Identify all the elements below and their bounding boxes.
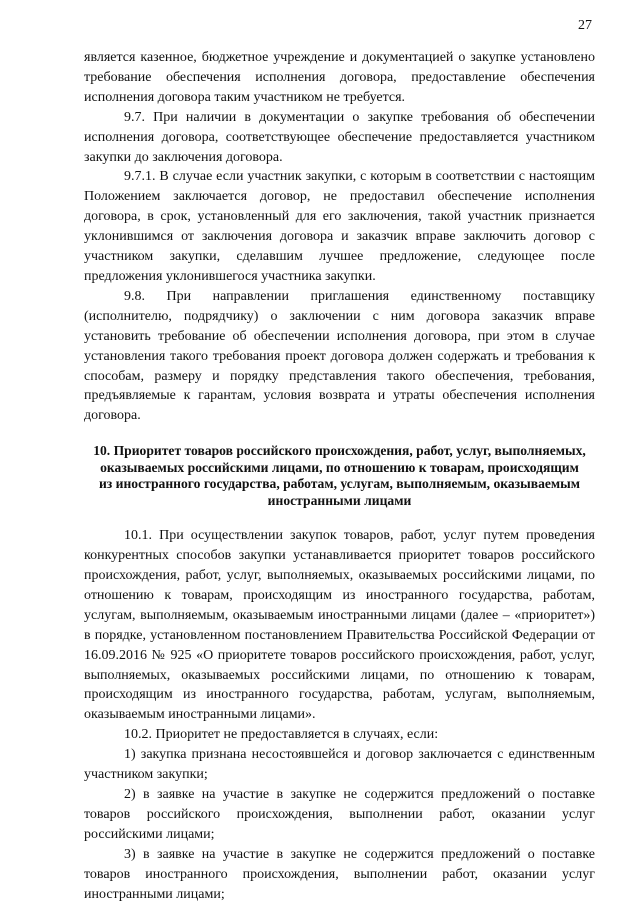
paragraph-10-1: 10.1. При осуществлении закупок товаров, работ, услуг путем проведения конкурентных способов закупки устанавливается приоритет товаров российского происхождения, работ, услуг, выполняемых, оказываемых российскими лицами, по отношению к товарам, происходящим из иностранного государства, работам, услугам, выполняемым, оказываемым иностранными лицами (далее – «приоритет») в порядке, установленном постановлением Правительства Российской Федерации от 16.09.2016 № 925 «О приоритете товаров российского происхождения, работ, услуг, выполняемых, оказываемых российскими лицами, по отношению к товарам, происходящим из иностранного государства, работам, услугам, выполняемым, оказываемым иностранными лицами». — [84, 528, 595, 723]
paragraph-9-8: 9.8. При направлении приглашения единственному поставщику (исполнителю, подрядчику) о заключении с ним договора заказчик вправе установить требование об обеспечении исполнения договора, при этом в случае установления такого требования проект договора должен содержать и требования к способам, размеру и порядку представления такого обеспечения, требования, предъявляемые к гарантам, условия возврата и утраты обеспечения исполнения договора. — [84, 288, 595, 424]
paragraph-9-7: 9.7. При наличии в документации о закупке требования об обеспечении исполнения договора, соответствующее обеспечение предоставляется участником закупки до заключения договора. — [84, 109, 595, 165]
list-item-2: 2) в заявке на участие в закупке не содержится предложений о поставке товаров российского происхождения, выполнении работ, оказании услуг российскими лицами; — [84, 787, 595, 842]
page-number: 27 — [578, 18, 592, 33]
list-item-1: 1) закупка признана несостоявшейся и договор заключается с единственным участником закупки; — [84, 747, 595, 783]
paragraph-10-2: 10.2. Приоритет не предоставляется в случаях, если: — [124, 727, 439, 743]
section-heading: 10. Приоритет товаров российского происхождения, работ, услуг, выполняемых, оказываемых российскими лицами, по отношению к товарам, происходящим из иностранного государства, работам, услугам, выполняемым, оказываемым иностранными лицами — [93, 443, 586, 508]
paragraph-9-7-1: 9.7.1. В случае если участник закупки, с которым в соответствии с настоящим Положением заключается договор, не предоставил обеспечение исполнения договора, в срок, установленный для его заключения, такой участник признается уклонившимся от заключения договора и заказчик вправе заключить договор с участником закупки, сделавшим лучшее предложение, следующее после предложения уклонившегося участника закупки. — [84, 169, 595, 284]
document-body — [84, 48, 595, 904]
list-item-3: 3) в заявке на участие в закупке не содержится предложений о поставке товаров иностранного происхождения, выполнении работ, оказании услуг иностранными лицами; — [84, 846, 595, 902]
paragraph-continuation: является казенное, бюджетное учреждение и документацией о закупке установлено требование обеспечения исполнения договора, предоставление обеспечения исполнения договора таким участником не требуется. — [84, 50, 595, 105]
